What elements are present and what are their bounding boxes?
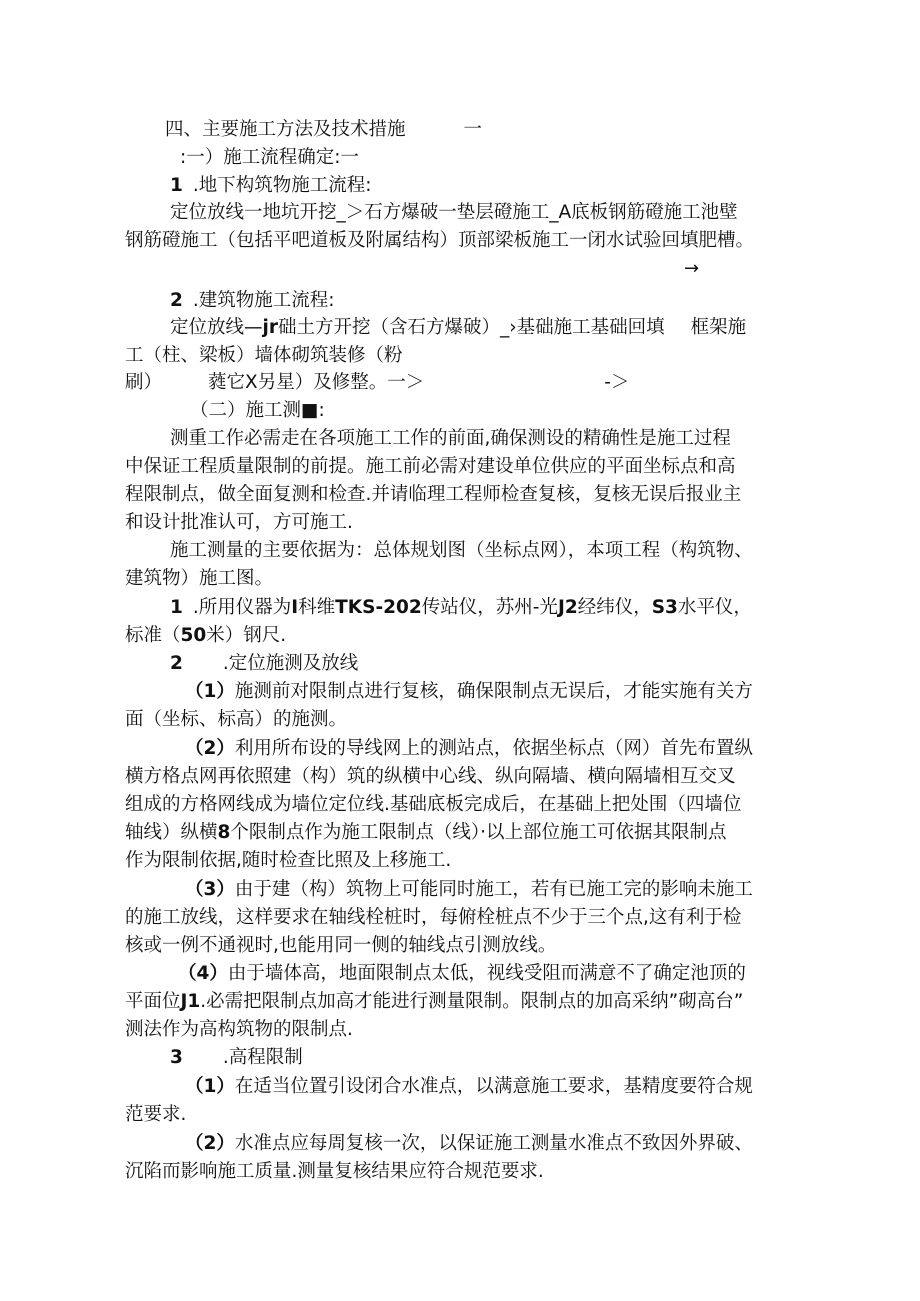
positioning-p1-line-2: 面（坐标、标高）的施测。 bbox=[125, 709, 348, 730]
positioning-p4-number: （4） bbox=[178, 963, 228, 984]
instrument-text-2: I bbox=[291, 597, 299, 618]
para-1-line-3: 程限制点，做全面复测和检查.并请临理工程师检查复核，复核无误后报业主 bbox=[125, 484, 742, 505]
positioning-p1-line-1 bbox=[185, 679, 753, 705]
positioning-p3-line-1 bbox=[185, 877, 753, 903]
instrument-text-1: .所用仪器为 bbox=[192, 597, 292, 618]
item-2-number: 2 bbox=[170, 290, 183, 311]
item-1-title: .地下构筑物施工流程: bbox=[192, 175, 372, 196]
item-1-line-1: 定位放线一地坑开挖_＞石方爆破一垫层磴施工_A底板钢筋磴施工池壁 bbox=[170, 202, 738, 223]
positioning-p4-line-2b: J1 bbox=[180, 991, 201, 1012]
positioning-p4-line-2 bbox=[125, 989, 743, 1015]
item-2-line-3 bbox=[125, 370, 629, 396]
positioning-p1-text-1: 施测前对限制点进行复核，确保限制点无误后，才能实施有关方 bbox=[234, 681, 753, 702]
positioning-p2-text-1: 利用所布设的导线网上的测站点，依据坐标点（网）首先布置纵 bbox=[234, 738, 753, 759]
instrument-line-2c: 米）钢尺. bbox=[206, 625, 287, 646]
positioning-p4-line-1 bbox=[178, 961, 746, 987]
item-1-number: 1 bbox=[170, 175, 183, 196]
subsection-1-title: :一）施工流程确定:一 bbox=[180, 147, 359, 168]
elevation-p2-line-2: 沉陷而影响施工质量.测量复核结果应符合规范要求. bbox=[125, 1161, 544, 1182]
item-2-line-1c: 础土方开挖（含石方爆破）_›基础施工基础回填 bbox=[277, 317, 665, 338]
instrument-text-9: 水平仪， bbox=[677, 597, 752, 618]
item-2-line-3c: -＞ bbox=[604, 372, 630, 393]
para-2-line-1: 施工测量的主要依据为：总体规划图（坐标点网），本项工程（构筑物、 bbox=[170, 540, 753, 561]
positioning-p2-line-4a: 轴线）纵横 bbox=[125, 822, 218, 843]
elevation-p2-number: （2） bbox=[185, 1133, 235, 1154]
section-title: 四、主要施工方法及技术措施 bbox=[165, 119, 406, 140]
positioning-p3-number: （3） bbox=[185, 879, 235, 900]
item-2-line-3b: 蕤它X另星）及修整。一＞ bbox=[208, 372, 425, 393]
instrument-model-s3: S3 bbox=[651, 597, 678, 618]
item-1-heading bbox=[170, 173, 372, 199]
positioning-p3-line-2: 的施工放线，这样要求在轴线栓桩时，每俯栓桩点不少于三个点,这有利于检 bbox=[125, 907, 742, 928]
positioning-p2-line-3: 组成的方格网线成为墙位定位线.基础底板完成后，在基础上把处围（四墙位 bbox=[125, 794, 742, 815]
positioning-p2-line-1 bbox=[185, 736, 753, 762]
positioning-number: 2 bbox=[170, 653, 183, 674]
elevation-p1-line-1 bbox=[185, 1074, 753, 1100]
item-2-heading bbox=[170, 288, 335, 314]
elevation-title: .高程限制 bbox=[222, 1047, 303, 1068]
positioning-p4-line-2a: 平面位 bbox=[125, 991, 181, 1012]
section-title-line bbox=[165, 117, 482, 143]
item-2-line-1d: 框架施 bbox=[690, 317, 747, 338]
item-2-line-1b: jr bbox=[262, 317, 278, 338]
elevation-p2-line-1 bbox=[185, 1131, 753, 1157]
instrument-model-tks: TKS-202 bbox=[335, 597, 422, 618]
instrument-line-2b: 50 bbox=[180, 625, 207, 646]
positioning-p4-line-2c: .必需把限制点加高才能进行测量限制。限制点的加高采纳”砌高台” bbox=[200, 991, 744, 1012]
elevation-p1-number: （1） bbox=[185, 1076, 235, 1097]
instrument-line-2 bbox=[125, 623, 286, 649]
instrument-text-7: 经纬仪， bbox=[577, 597, 652, 618]
positioning-p2-line-2: 横方格点网再依照建（构）筑的纵横中心线、纵向隔墙、横向隔墙相互交叉 bbox=[125, 766, 736, 787]
item-1-line-2: 钢筋磴施工（包括平吧道板及附属结构）顶部梁板施工一闭水试验回填肥槽。 bbox=[125, 230, 755, 251]
positioning-p4-text-1: 由于墙体高，地面限制点太低，视线受阻而满意不了确定池顶的 bbox=[227, 963, 746, 984]
elevation-number: 3 bbox=[170, 1047, 183, 1068]
positioning-title: .定位施测及放线 bbox=[222, 653, 359, 674]
item-2-line-1 bbox=[170, 315, 746, 341]
subsection-2-title: （二）施工测■: bbox=[190, 400, 325, 421]
para-1-line-4: 和设计批准认可，方可施工. bbox=[125, 512, 353, 533]
para-1-line-1: 测重工作必需走在各项施工工作的前面,确保测设的精确性是施工过程 bbox=[170, 428, 731, 449]
item-2-line-1a: 定位放线— bbox=[170, 317, 263, 338]
flow-arrow-icon: → bbox=[684, 258, 700, 279]
positioning-heading bbox=[170, 651, 358, 677]
instrument-number: 1 bbox=[170, 597, 183, 618]
elevation-heading bbox=[170, 1045, 303, 1071]
positioning-p2-line-5: 作为限制依据,随时检查比照及上移施工. bbox=[125, 850, 452, 871]
positioning-p3-text-1: 由于建（构）筑物上可能同时施工，若有已施工完的影响未施工 bbox=[234, 879, 753, 900]
item-2-line-3a: 刷） bbox=[125, 372, 163, 393]
instrument-line-1 bbox=[170, 595, 752, 621]
positioning-p2-number: （2） bbox=[185, 738, 235, 759]
instrument-text-5: 传站仪，苏州-光 bbox=[421, 597, 558, 618]
para-2-line-2: 建筑物）施工图。 bbox=[125, 568, 274, 589]
positioning-p2-line-4b: 8 bbox=[217, 822, 231, 843]
positioning-p2-line-4 bbox=[125, 820, 727, 846]
positioning-p3-line-3: 核或一例不通视时,也能用同一侧的轴线点引测放线。 bbox=[125, 935, 557, 956]
section-title-dash: 一 bbox=[463, 119, 483, 140]
item-2-line-2: 工（柱、梁板）墙体砌筑装修（粉 bbox=[125, 345, 403, 366]
elevation-p2-text-1: 水准点应每周复核一次，以保证施工测量水准点不致因外界破、 bbox=[234, 1133, 753, 1154]
instrument-line-2a: 标准（ bbox=[125, 625, 181, 646]
instrument-text-3: 科维 bbox=[298, 597, 336, 618]
instrument-model-j2: J2 bbox=[557, 597, 578, 618]
item-2-title: .建筑物施工流程: bbox=[192, 290, 335, 311]
positioning-p1-number: （1） bbox=[185, 681, 235, 702]
elevation-p1-line-2: 范要求. bbox=[125, 1104, 187, 1125]
elevation-p1-text-1: 在适当位置引设闭合水准点，以满意施工要求，基精度要符合规 bbox=[234, 1076, 753, 1097]
positioning-p2-line-4c: 个限制点作为施工限制点（线）·以上部位施工可依据其限制点 bbox=[230, 822, 727, 843]
positioning-p4-line-3: 测法作为高构筑物的限制点. bbox=[125, 1019, 353, 1040]
para-1-line-2: 中保证工程质量限制的前提。施工前必需对建设单位供应的平面坐标点和高 bbox=[125, 456, 736, 477]
